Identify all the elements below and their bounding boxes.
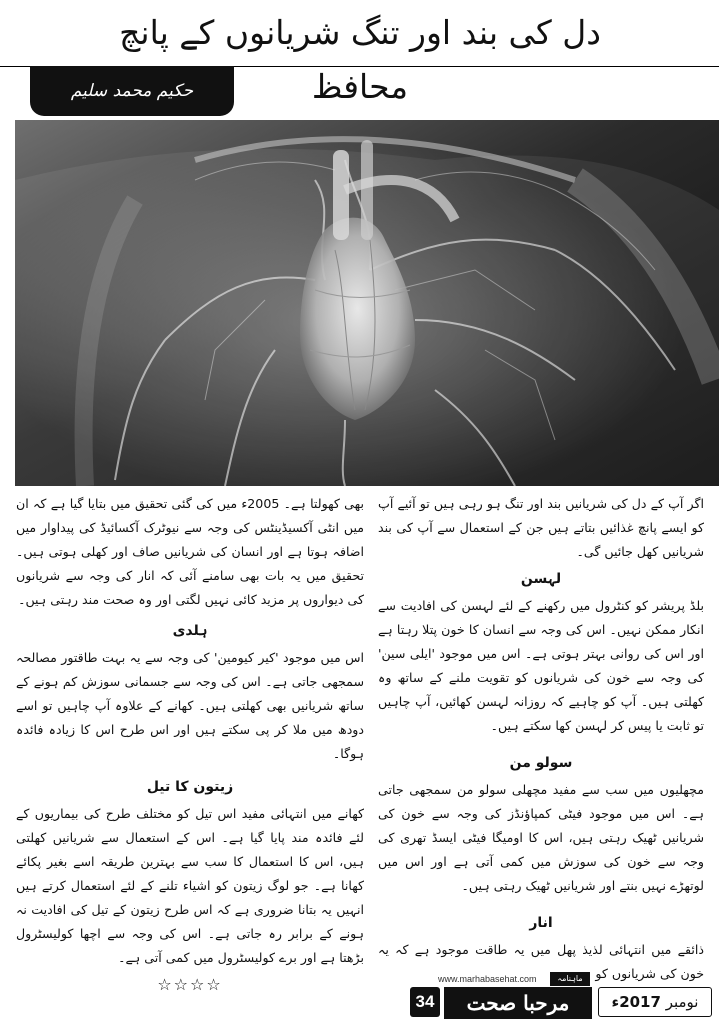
heart-illustration [15, 120, 719, 486]
page-number: 34 [410, 987, 440, 1017]
section-body-olive-oil: کھانے میں انتہائی مفید اس تیل کو مختلف طرح کی بیماریوں کے لئے فائدہ مند پایا گیا ہے۔ اس کے استعمال سے شریانیں کھلتی ہیں، اس کا استعمال کا سب سے بہترین طریقہ اسے بغیر پکائے کھانا ہے۔ جو لوگ زیتون کو اشیاء تلنے کے لئے استعمال کرتے ہیں انہیں یہ بتانا ضروری ہے کہ اس طرح زیتون کے تیل کی افادیت نہ ہونے کے برابر رہ جاتی ہے۔ اس کی وجہ سے اچھا کولیسٹرول بڑھتا ہے اور برے کولیسٹرول میں کمی آتی ہے۔ [16, 806, 364, 965]
end-mark-stars: ☆☆☆☆ [157, 975, 223, 994]
issue-month: نومبر [665, 993, 699, 1011]
section-heading-turmeric: ہلدی [172, 623, 208, 639]
issue-date [598, 987, 712, 1017]
hero-image-heart-xray [15, 120, 719, 486]
intro-paragraph: اگر آپ کے دل کی شریانیں بند اور تنگ ہو رہی ہیں تو آئیے آپ کو ایسے پانچ غذائیں بتاتے ہیں جن کے استعمال سے آپ کی بند شریانیں کھل جائیں گی۔ [378, 496, 704, 559]
author-tab [30, 66, 234, 116]
author-name: حکیم محمد سلیم [70, 81, 194, 101]
article-title: دل کی بند اور تنگ شریانوں کے پانچ محافظ [119, 13, 601, 106]
right-column [378, 492, 704, 986]
issue-year: 2017ء [611, 993, 661, 1011]
section-heading-salmon: سولو من [509, 755, 573, 771]
section-heading-pomegranate: انار [529, 915, 553, 931]
section-body-pomegranate: ذائقے میں انتہائی لذیذ پھل میں یہ طاقت موجود ہے کہ یہ خون کی شریانوں کو [378, 942, 704, 981]
section-body-turmeric: اس میں موجود 'کیر کیومین' کی وجہ سے یہ بہت طاقتور مصالحہ سمجھی جاتی ہے۔ اس کی وجہ سے جسمانی سوزش کم ہونے کے ساتھ شریانیں بھی کھلتی ہیں۔ کھانے کے علاوہ آپ چاہیں تو اسے دودھ میں ملا کر پی سکتے ہیں اور اس طرح اس کا زیادہ فائدہ ہوگا۔ [16, 650, 364, 761]
magazine-small-label: ماہنامہ [550, 972, 590, 986]
section-heading-olive-oil: زیتون کا تیل [146, 779, 234, 795]
left-column [16, 492, 364, 1000]
magazine-footer [380, 972, 719, 1020]
website-url: www.marhabasehat.com [438, 974, 537, 984]
section-heading-garlic: لہسن [520, 571, 562, 587]
continuation-paragraph: بھی کھولتا ہے۔ 2005ء میں کی گئی تحقیق میں بتایا گیا ہے کہ ان میں انٹی آکسیڈینٹس کی وجہ سے نیوٹرک آکسائیڈ کی پیداوار میں اضافہ ہوتا ہے اور انسان کی شریانیں صاف اور کھلی ہوتی ہیں۔ تحقیق میں یہ بات بھی سامنے آئی کہ انار کی وجہ سے شریانوں کی دیواروں پر مزید کائی نہیں لگتی اور وہ صحت مند رہتی ہیں۔ [16, 496, 364, 607]
section-body-salmon: مچھلیوں میں سب سے مفید مچھلی سولو من سمجھی جاتی ہے۔ اس میں موجود فیٹی کمپاؤنڈز کی وجہ سے خون کی شریانیں ٹھیک رہتی ہیں، اس کا اومیگا فیٹی ایسڈ تھری کی وجہ سے خون کی سوزش میں کمی آتی ہے اور اس میں لوتھڑے نہیں بنتے اور شریانیں ٹھیک رہتی ہیں۔ [378, 782, 704, 893]
magazine-logo: مرحبا صحت [444, 987, 592, 1019]
section-body-garlic: بلڈ پریشر کو کنٹرول میں رکھنے کے لئے لہسن کی افادیت سے انکار ممکن نہیں۔ اس کی وجہ سے انسان کا خون پتلا رہتا ہے اور اس کی روانی بہتر ہوتی ہے۔ اس میں موجود 'ایلی سین' کی وجہ سے خون کی شریانوں کو تقویت ملنے کے ساتھ وہ کھلتی ہیں۔ آپ کو چاہیے کہ روزانہ لہسن کھائیں، آپ چاہیں تو ثابت یا پیس کر لہسن کھا سکتے ہیں۔ [378, 598, 704, 733]
